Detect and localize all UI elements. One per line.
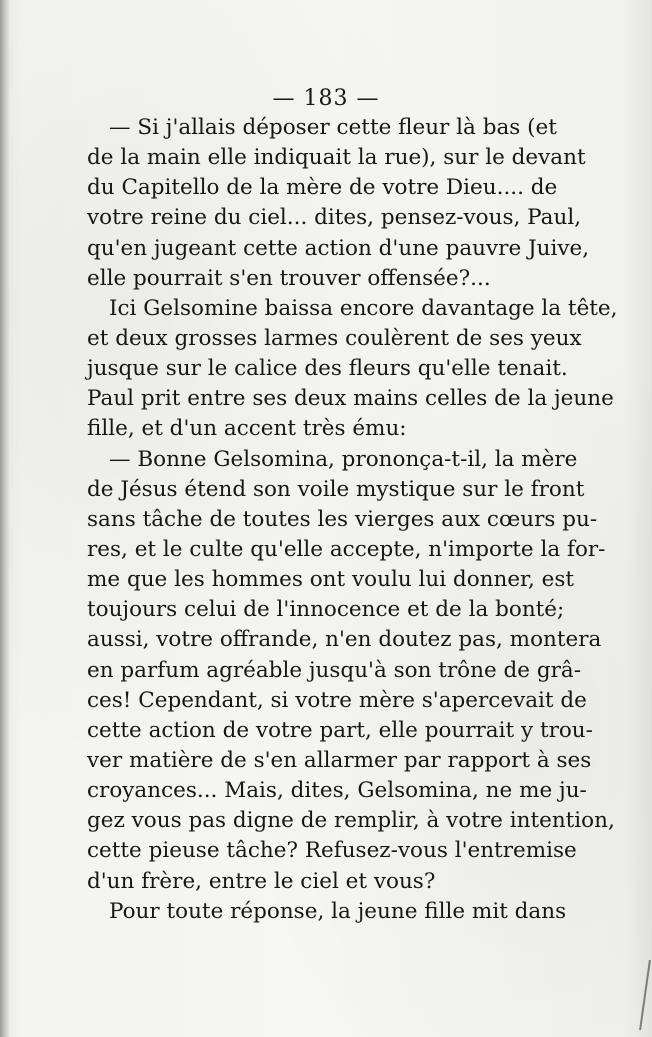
text-line: ces! Cependant, si votre mère s'apercevait de — [87, 687, 587, 713]
text-line: croyances... Mais, dites, Gelsomina, ne me ju- — [87, 778, 587, 804]
text-line: — Si j'allais déposer cette fleur là bas (et — [109, 115, 557, 140]
text-line: votre reine du ciel... dites, pensez-vous, Paul, — [87, 205, 582, 231]
text-line: gez vous pas digne de remplir, à votre intention, — [87, 808, 615, 834]
text-line: Pour toute réponse, la jeune fille mit dans — [109, 898, 567, 924]
text-line: de la main elle indiquait la rue), sur le devant — [87, 145, 586, 171]
text-line: en parfum agréable jusqu'à son trône de grâ- — [87, 657, 581, 683]
page-edge-mark — [633, 960, 651, 1030]
text-line: qu'en jugeant cette action d'une pauvre Juive, — [87, 235, 590, 261]
page-spine-shadow — [0, 0, 10, 1037]
text-line: — Bonne Gelsomina, prononça-t-il, la mère — [109, 446, 578, 472]
text-line: me que les hommes ont voulu lui donner, est — [87, 567, 575, 593]
text-line: jusque sur le calice des fleurs qu'elle tenait. — [87, 356, 568, 382]
text-line: elle pourrait s'en trouver offensée?... — [87, 265, 491, 291]
text-line: cette pieuse tâche? Refusez-vous l'entremise — [87, 838, 577, 864]
text-line: ver matière de s'en allarmer par rapport à ses — [87, 747, 592, 773]
text-line: d'un frère, entre le ciel et vous? — [87, 868, 436, 894]
page-number: — 183 — — [272, 86, 380, 111]
text-line: de Jésus étend son voile mystique sur le front — [87, 476, 585, 502]
text-line: toujours celui de l'innocence et de la bonté; — [87, 597, 565, 623]
text-line: sans tâche de toutes les vierges aux cœurs pu- — [87, 506, 598, 532]
text-line: du Capitello de la mère de votre Dieu.... de — [87, 175, 558, 201]
text-line: res, et le culte qu'elle accepte, n'importe la for- — [87, 536, 606, 562]
text-line: cette action de votre part, elle pourrait y trou- — [87, 717, 593, 743]
text-line: Paul prit entre ses deux mains celles de la jeune — [87, 386, 614, 412]
body-text — [87, 113, 618, 927]
text-line: fille, et d'un accent très ému: — [87, 416, 407, 442]
text-line: aussi, votre offrande, n'en doutez pas, montera — [87, 627, 602, 653]
text-line: et deux grosses larmes coulèrent de ses yeux — [87, 325, 582, 351]
text-line: Ici Gelsomine baissa encore davantage la tête, — [109, 295, 618, 321]
